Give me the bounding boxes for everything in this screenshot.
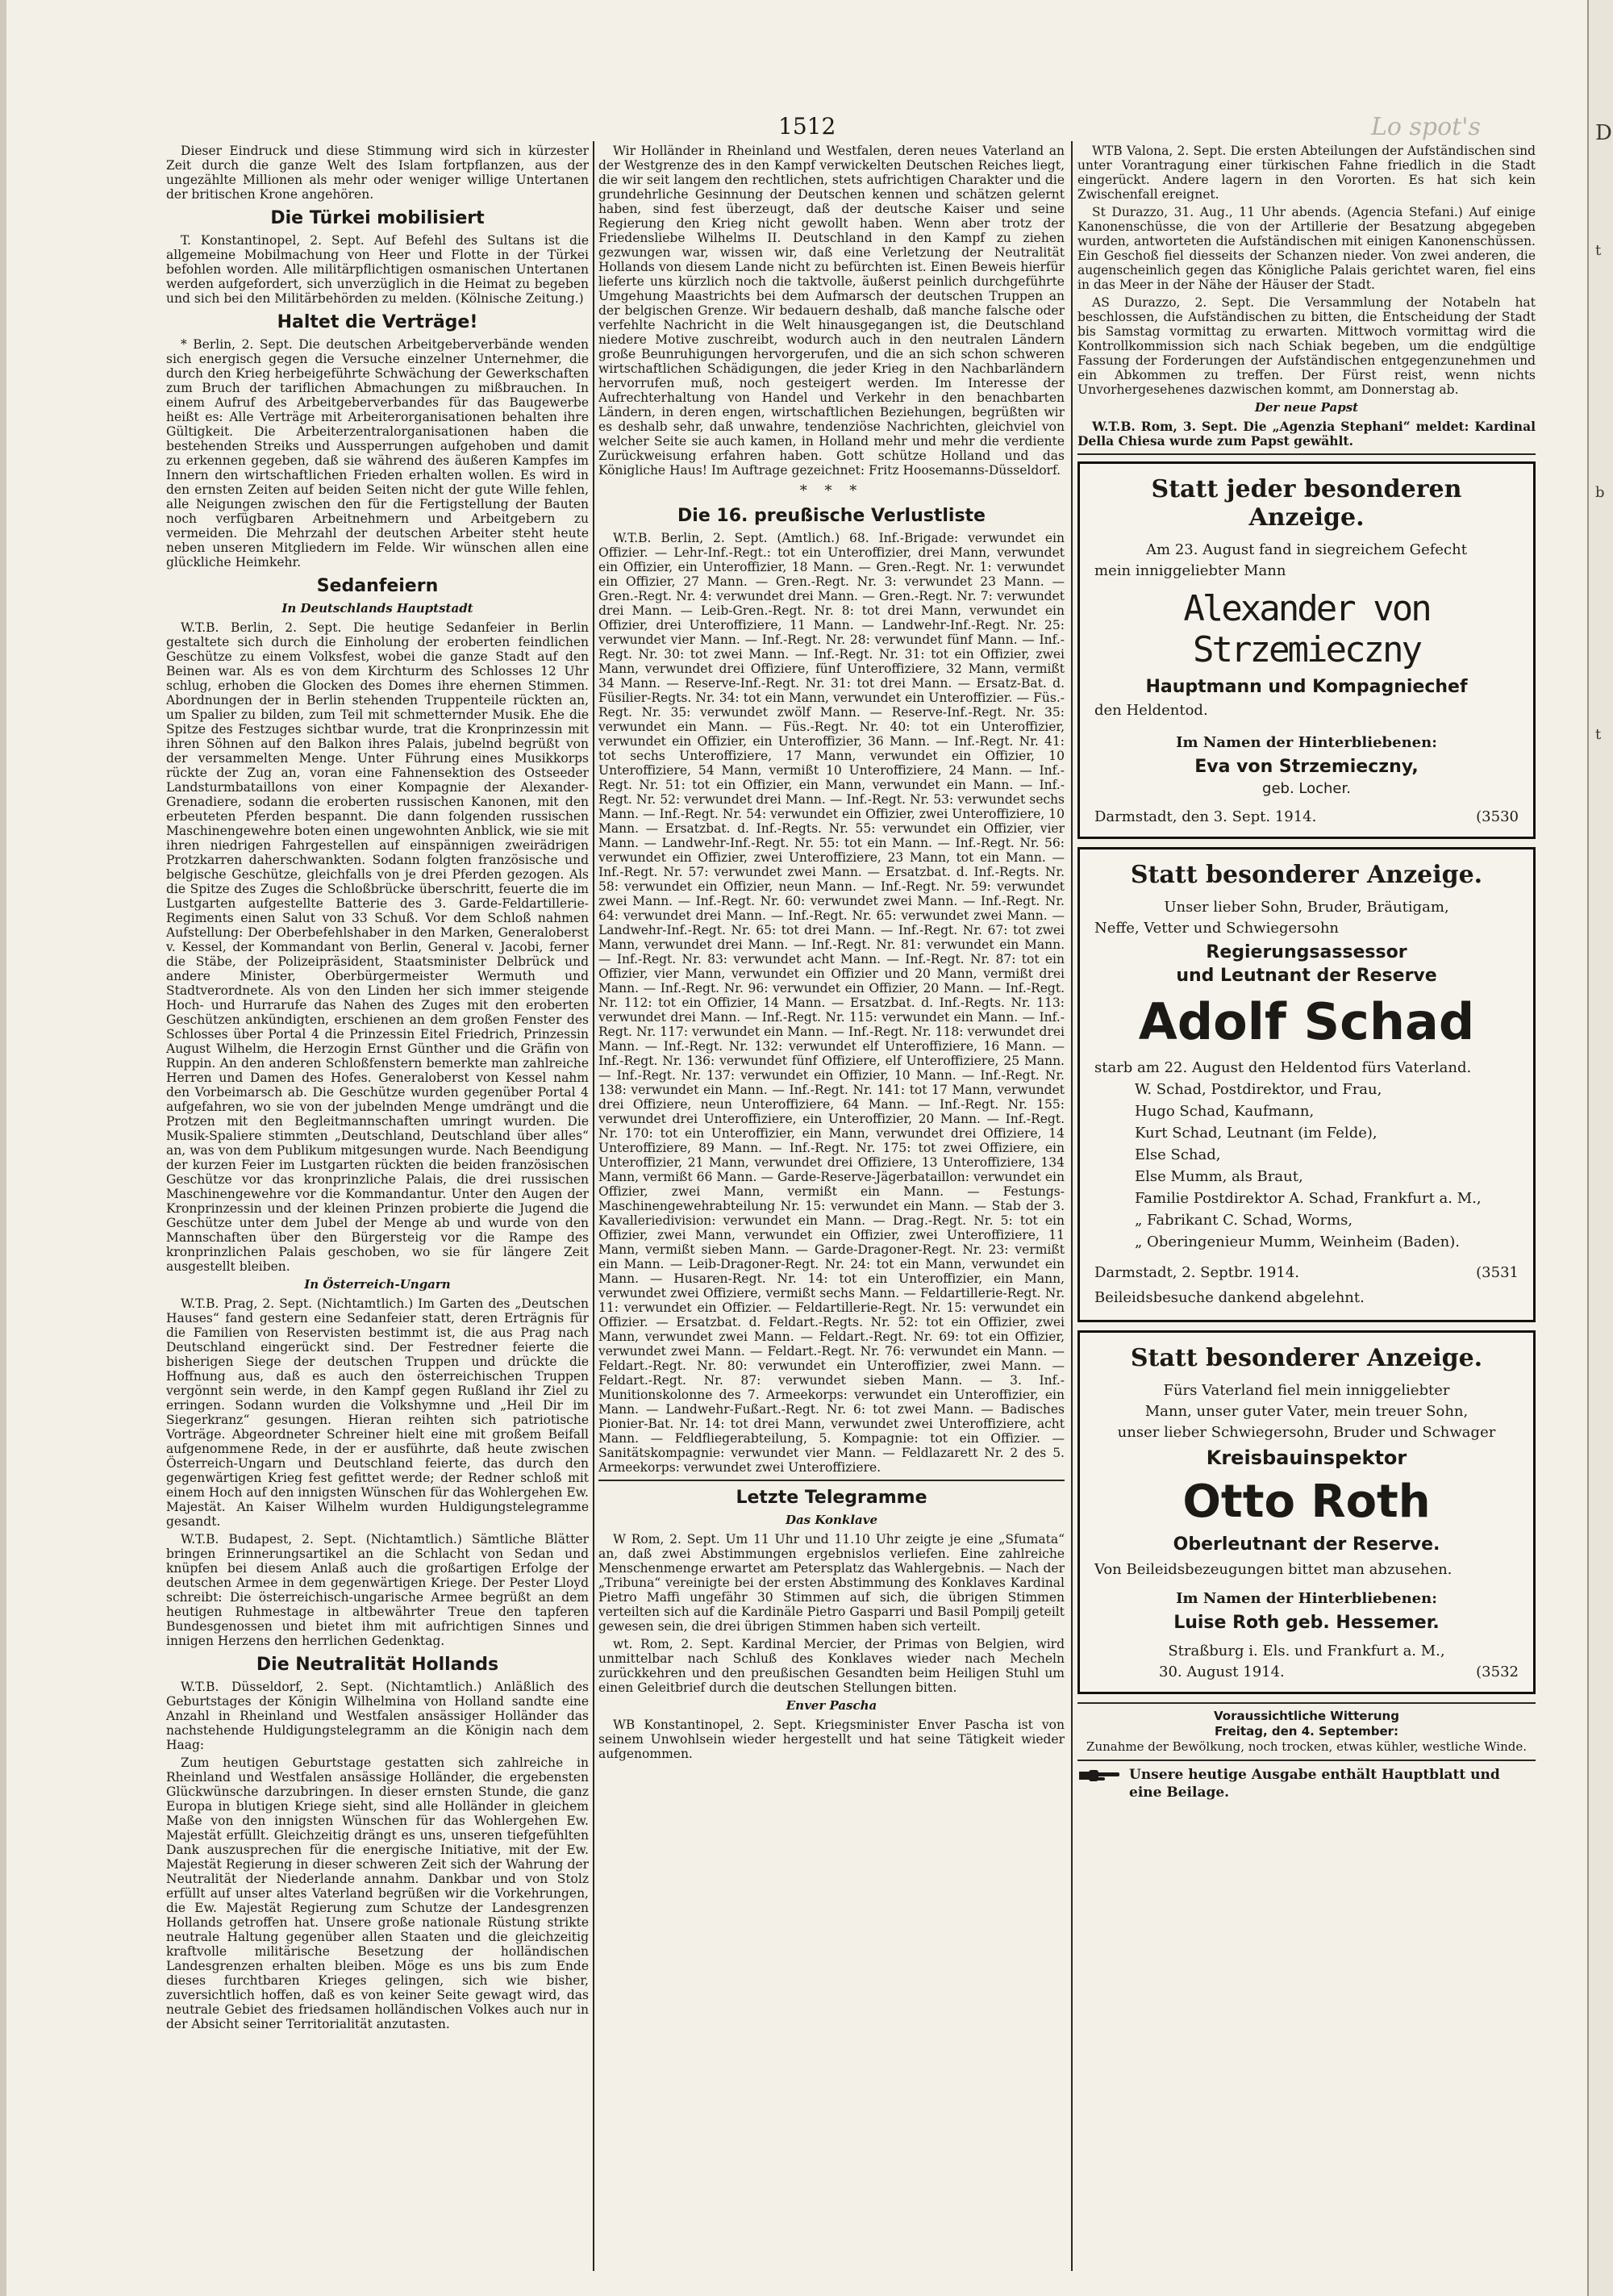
notice-line: Fürs Vaterland fiel mein inniggeliebter <box>1163 1382 1450 1399</box>
notice-heading: Statt besonderer Anzeige. <box>1130 1344 1483 1372</box>
death-notice-roth <box>1077 1330 1536 1694</box>
rank-title: und Leutnant der Reserve <box>1176 966 1437 986</box>
notice-line: Neffe, Vetter und Schwiegersohn <box>1094 920 1340 937</box>
place-date: Darmstadt, 2. Septbr. 1914. <box>1094 1264 1299 1281</box>
relative-line: W. Schad, Postdirektor, und Frau, <box>1135 1081 1382 1098</box>
article-paragraph: St Durazzo, 31. Aug., 11 Uhr abends. (Agencia Stefani.) Auf einige Kanonenschüsse, die von der Artillerie der Besatzung abgegeben wurden, antworteten die Aufständischen mit einigen Kanonenschüssen. Ein Geschoß fiel diesseits der Schanzen nieder. Von zwei anderen, die augenscheinlich gegen das Königliche Palais gerichtet waren, fiel eins in das Meer in der Nähe der Häuser der Stadt. <box>1077 205 1536 292</box>
subheadline: Der neue Papst <box>1254 400 1359 415</box>
article-paragraph: * Berlin, 2. Sept. Die deutschen Arbeitgeberverbände wenden sich energisch gegen die Versuche einzelner Unternehmer, die durch den Krieg herbeigeführte Schwächung der Gewerkschaften zum Bruch der tariflichen Abmachungen zu mißbrauchen. In einem Aufruf des Arbeitgeberverbandes für das Baugewerbe heißt es: Alle Verträge mit Arbeiterorganisationen behalten ihre Gültigkeit. Die Arbeiterzentralorganisationen haben die bestehenden Streiks und Aussperrungen aufgehoben und damit zu erkennen gegeben, daß sie während des äußeren Kampfes im Innern den wirtschaftlichen Frieden erhalten wollen. Es wird in den ernsten Zeiten auf beiden Seiten nicht der gute Wille fehlen, alle Neigungen zwischen den für die Fertigstellung der Bauten noch verfügbaren Arbeitnehmern und Arbeitgebern zu vermeiden. Die Mehrzahl der deutschen Arbeiter steht heute neben unseren Mitgliedern im Felde. Wir wünschen allen eine glückliche Heimkehr. <box>166 337 589 570</box>
mourners-label: Im Namen der Hinterbliebenen: <box>1176 734 1437 751</box>
headline-contracts: Haltet die Verträge! <box>277 312 478 332</box>
subheadline: Enver Pascha <box>786 1698 877 1713</box>
article-paragraph: W.T.B. Prag, 2. Sept. (Nichtamtlich.) Im Garten des „Deutschen Hauses“ fand gestern eine Sedanfeier statt, deren Erträgnis für die Familien von Reservisten bestimmt ist, die aus Prag nach Deutschland eingerückt sind. Der Festredner feierte die bisherigen Siege der deutschen Truppen und drückte die Hoffnung aus, daß es auch den österreichischen Truppen vergönnt sein werde, in den Kampf gegen Rußland ihr Ziel zu erringen. Sodann wurden die Volkshymne und „Heil Dir im Siegerkranz“ gesungen. Hieran reihten sich patriotische Vorträge. Abgeordneter Schreiner hielt eine mit großem Beifall aufgenommene Rede, in der er ausführte, daß heute zwischen Österreich-Ungarn und Deutschland feierte, das durch den gegenwärtigen Krieg fest gefittet werde; der Redner schloß mit einem Hoch auf den innigsten Wünschen für das Wohlergehen Ew. Majestät. An Kaiser Wilhelm wurden Huldigungstelegramme gesandt. <box>166 1296 589 1529</box>
notice-line: Mann, unser guter Vater, mein treuer Sohn, <box>1144 1403 1469 1420</box>
notice-line: Straßburg i. Els. und Frankfurt a. M., <box>1168 1643 1445 1659</box>
notice-date: 30. August 1914. <box>1159 1664 1285 1680</box>
notice-line: Unser lieber Sohn, Bruder, Bräutigam, <box>1164 899 1449 916</box>
edge-glyph: t <box>1595 242 1602 259</box>
edge-glyph: b <box>1595 484 1605 501</box>
column-1 <box>166 144 589 2273</box>
ad-reference: (3530 <box>1476 808 1519 825</box>
mourner-name: Luise Roth geb. Hessemer. <box>1173 1613 1440 1633</box>
article-paragraph: Dieser Eindruck und diese Stimmung wird sich in kürzester Zeit durch die ganze Welt des Islam fortpflanzen, aus der ungezählte Millionen als mehr oder weniger willige Untertanen der britischen Krone angehören. <box>166 144 589 202</box>
relative-line: Else Mumm, als Braut, <box>1135 1168 1303 1185</box>
article-paragraph: W.T.B. Berlin, 2. Sept. (Amtlich.) 68. Inf.-Brigade: verwundet ein Offizier. — Lehr-Inf.-Regt.: tot ein Unteroffizier, drei Mann, verwundet ein Offizier, ein Unteroffizier, 18 Mann. — Gren.-Regt. Nr. 1: verwundet ein Offizier, 27 Mann. — Gren.-Regt. Nr. 3: verwundet 23 Mann. — Gren.-Regt. Nr. 4: verwundet drei Mann. — Gren.-Regt. Nr. 7: verwundet drei Mann. — Leib-Gren.-Regt. Nr. 8: tot drei Mann, verwundet ein Offizier, drei Unteroffiziere, 11 Mann. — Landwehr-Inf.-Regt. Nr. 25: verwundet vier Mann. — Inf.-Regt. Nr. 28: verwundet fünf Mann. — Inf.-Regt. Nr. 30: tot zwei Mann. — Inf.-Regt. Nr. 31: tot ein Offizier, zwei Mann, verwundet drei Offiziere, fünf Unteroffiziere, 32 Mann, vermißt 34 Mann. — Reserve-Inf.-Regt. Nr. 31: tot drei Mann. — Ersatz-Bat. d. Füsilier-Regts. Nr. 34: tot ein Mann, verwundet ein Unteroffizier. — Füs.-Regt. Nr. 35: verwundet zwölf Mann. — Reserve-Inf.-Regt. Nr. 35: verwundet ein Mann. — Füs.-Regt. Nr. 40: tot ein Unteroffizier, verwundet ein Offizier, ein Unteroffizier, 36 Mann. — Inf.-Regt. Nr. 41: tot sechs Unteroffiziere, 17 Mann, verwundet ein Offizier, 10 Unteroffiziere, 54 Mann, vermißt 10 Unteroffiziere, 24 Mann. — Inf.-Regt. Nr. 51: tot ein Offizier, ein Mann, verwundet ein Mann. — Inf.-Regt. Nr. 52: verwundet drei Mann. — Inf.-Regt. Nr. 53: verwundet sechs Mann. — Inf.-Regt. Nr. 54: verwundet ein Offizier, zwei Unteroffiziere, 10 Mann. — Ersatzbat. d. Inf.-Regts. Nr. 55: verwundet ein Offizier, vier Mann. — Landwehr-Inf.-Regt. Nr. 55: tot ein Mann. — Inf.-Regt. Nr. 56: verwundet ein Offizier, zwei Unteroffiziere, 23 Mann, tot ein Mann. — Inf.-Regt. Nr. 57: verwundet zwei Mann. — Ersatzbat. d. Inf.-Regts. Nr. 58: verwundet ein Offizier, neun Mann. — Inf.-Regt. Nr. 59: verwundet zwei Mann. — Inf.-Regt. Nr. 60: verwundet zwei Mann. — Inf.-Regt. Nr. 64: verwundet drei Mann. — Inf.-Regt. Nr. 65: verwundet zwei Mann. — Landwehr-Inf.-Regt. Nr. 65: tot drei Mann. — Inf.-Regt. Nr. 67: tot zwei Mann, verwundet drei Mann. — Inf.-Regt. Nr. 81: verwundet ein Mann. — Inf.-Regt. Nr. 83: verwundet acht Mann. — Inf.-Regt. Nr. 87: tot ein Offizier, vier Mann, verwundet ein Offizier und 20 Mann, vermißt drei Mann. — Inf.-Regt. Nr. 96: verwundet ein Offizier, 20 Mann. — Inf.-Regt. Nr. 112: tot ein Offizier, 14 Mann. — Ersatzbat. d. Inf.-Regts. Nr. 113: verwundet drei Mann. — Inf.-Regt. Nr. 115: verwundet ein Mann. — Inf.-Regt. Nr. 117: verwundet ein Mann. — Inf.-Regt. Nr. 118: verwundet drei Mann. — Inf.-Regt. Nr. 132: verwundet elf Unteroffiziere, 16 Mann. — Inf.-Regt. Nr. 136: verwundet fünf Offiziere, elf Unteroffiziere, 25 Mann. — Inf.-Regt. Nr. 137: verwundet ein Offizier, 10 Mann. — Inf.-Regt. Nr. 138: verwundet ein Mann. — Inf.-Regt. Nr. 141: tot 17 Mann, verwundet drei Offiziere, neun Unteroffiziere, 64 Mann. — Inf.-Regt. Nr. 155: verwundet drei Unteroffiziere, ein Unteroffizier, 20 Mann. — Inf.-Regt. Nr. 170: tot ein Unteroffizier, ein Mann, verwundet drei Offiziere, 14 Unteroffiziere, 89 Mann. — Inf.-Regt. Nr. 175: tot zwei Offiziere, ein Unteroffizier, 21 Mann, verwundet drei Offiziere, 13 Unteroffiziere, 134 Mann, vermißt 66 Mann. — Garde-Reserve-Jägerbataillon: verwundet ein Offizier, zwei Mann, vermißt ein Mann. — Festungs-Maschinengewehrabteilung Nr. 15: verwundet ein Mann. — Stab der 3. Kavalleriedivision: verwundet ein Mann. — Drag.-Regt. Nr. 5: tot ein Offizier, zwei Mann, verwundet ein Offizier, zwei Unteroffiziere, 11 Mann, vermißt sieben Mann. — Garde-Dragoner-Regt. Nr. 23: vermißt ein Mann. — Leib-Dragoner-Regt. Nr. 24: tot ein Mann, verwundet ein Mann. — Husaren-Regt. Nr. 14: tot ein Unteroffizier, ein Mann, verwundet zwei Offiziere, vermißt sechs Mann. — Feldartillerie-Regt. Nr. 11: verwundet ein Offizier. — Feldartillerie-Regt. Nr. 15: verwundet ein Offizier. — Ersatzbat. d. Feldart.-Regts. Nr. 52: tot ein Offizier, zwei Mann, verwundet zwei Mann. — Feldart.-Regt. Nr. 69: tot ein Offizier, verwundet zwei Mann. — Feldart.-Regt. Nr. 76: verwundet ein Mann. — Feldart.-Regt. Nr. 80: verwundet ein Unteroffizier, zwei Mann. — Feldart.-Regt. Nr. 87: verwundet sieben Mann. — 3. Inf.-Munitionskolonne des 7. Armeekorps: verwundet ein Unteroffizier, ein Mann. — Landwehr-Fußart.-Regt. Nr. 6: tot zwei Mann. — Badisches Pionier-Bat. Nr. 14: tot drei Mann, verwundet zwei Unteroffiziere, acht Mann. — Feldfliegerabteilung, 5. Kompagnie: tot ein Offizier. — Sanitätskompagnie: verwundet vier Mann. — Feldlazarett Nr. 2 des 5. Armeekorps: verwundet zwei Unteroffiziere. <box>598 531 1065 1475</box>
headline-turkey: Die Türkei mobilisiert <box>270 208 485 228</box>
weather-heading: Voraussichtliche Witterung <box>1214 1709 1399 1723</box>
relative-line: Familie Postdirektor A. Schad, Frankfurt a. M., <box>1135 1190 1482 1207</box>
rank-title: Hauptmann und Kompagniechef <box>1145 677 1468 697</box>
divider <box>1077 1760 1536 1761</box>
article-paragraph: AS Durazzo, 2. Sept. Die Versammlung der Notabeln hat beschlossen, die Aufständischen zu bitten, die Entscheidung der Stadt bis Samstag vormittag zu erwarten. Mittwoch vormittag wird die Kontrollkommission sich nach Schiak begeben, um die endgültige Fassung der Forderungen der Aufständischen entgegenzunehmen und ein Abkommen zu treffen. Der Fürst reist, wenn nichts Unvorhergesehenes dazwischen kommt, am Donnerstag ab. <box>1077 295 1536 397</box>
rank-title: Regierungsassessor <box>1206 942 1407 962</box>
notice-line: Von Beileidsbezeugungen bittet man abzusehen. <box>1094 1561 1453 1578</box>
subheadline: Das Konklave <box>785 1513 878 1527</box>
article-paragraph: T. Konstantinopel, 2. Sept. Auf Befehl des Sultans ist die allgemeine Mobilmachung von Heer und Flotte in der Türkei befohlen worden. Alle militärpflichtigen osmanischen Untertanen werden aufgefordert, sich unverzüglich in die Heimat zu begeben und sich bei den Militärbehörden zu melden. (Kölnische Zeitung.) <box>166 233 589 306</box>
headline-losses: Die 16. preußische Verlustliste <box>677 506 986 526</box>
notice-heading: Statt jeder besonderen Anzeige. <box>1151 475 1462 532</box>
article-paragraph: W.T.B. Budapest, 2. Sept. (Nichtamtlich.) Sämtliche Blätter bringen Erinnerungsartikel an die Schlacht von Sedan und knüpfen bei diesem Anlaß auch die großartigen Erfolge der deutschen Armee in dem gegenwärtigen Kriege. Der Pester Lloyd schreibt: Die österreichisch-ungarische Armee begrüßt an dem heutigen Ruhmestage in altbewährter Treue den tapferen Bundesgenossen und bietet ihm mit aufrichtigen Sinnes und innigen Herzens den herrlichen Gedenktag. <box>166 1532 589 1648</box>
death-notice-schad <box>1077 847 1536 1322</box>
article-paragraph: WTB Valona, 2. Sept. Die ersten Abteilungen der Aufständischen sind unter Vorantragung einer türkischen Fahne friedlich in die Stadt eingerückt. Andere lagern in den Vororten. Es hat sich kein Zwischenfall ereignet. <box>1077 144 1536 202</box>
mourner-name: Eva von Strzemieczny, <box>1194 757 1419 777</box>
notice-footer <box>1094 1264 1519 1281</box>
column-rule <box>1071 141 1073 2271</box>
notice-footer <box>1094 1664 1519 1680</box>
weather-text: Zunahme der Bewölkung, noch trocken, etwas kühler, westliche Winde. <box>1086 1739 1527 1754</box>
fallen-name: Otto Roth <box>1182 1476 1431 1528</box>
mourners-label: Im Namen der Hinterbliebenen: <box>1176 1590 1437 1607</box>
notice-line: starb am 22. August den Heldentod fürs Vaterland. <box>1094 1059 1472 1076</box>
column-rule <box>593 141 594 2271</box>
edition-notice-text: Unsere heutige Ausgabe enthält Hauptblatt und eine Beilage. <box>1129 1767 1500 1801</box>
scan-edge-left <box>0 0 6 2296</box>
relative-line: „ Oberingenieur Mumm, Weinheim (Baden). <box>1135 1234 1460 1250</box>
article-paragraph: W.T.B. Düsseldorf, 2. Sept. (Nichtamtlich.) Anläßlich des Geburtstages der Königin Wilhelmina von Holland sandte eine Anzahl in Rheinland und Westfalen ansässiger Holländer das nachstehende Huldigungstelegramm an die Königin nach dem Haag: <box>166 1680 589 1752</box>
death-notice-strzemieczny <box>1077 461 1536 839</box>
edition-notice <box>1077 1766 1536 1801</box>
column-3 <box>1077 144 1536 2273</box>
ad-reference: (3531 <box>1476 1264 1519 1281</box>
relative-line: Hugo Schad, Kaufmann, <box>1135 1103 1315 1120</box>
relative-line: Else Schad, <box>1135 1146 1221 1163</box>
notice-heading: Statt besonderer Anzeige. <box>1130 861 1483 889</box>
article-paragraph: WB Konstantinopel, 2. Sept. Kriegsminister Enver Pascha ist von seinem Unwohlsein wieder hergestellt und hat seine Tätigkeit wieder aufgenommen. <box>598 1718 1065 1761</box>
fallen-name: Adolf Schad <box>1138 992 1475 1051</box>
headline-sedan: Sedanfeiern <box>316 576 439 596</box>
fallen-name: Alexander von Strzemieczny <box>1183 588 1430 670</box>
weather-forecast <box>1077 1709 1536 1755</box>
notice-line: den Heldentod. <box>1094 702 1208 719</box>
column-2 <box>598 144 1065 2273</box>
page-number: 1512 <box>778 113 836 140</box>
bleed-through-text: Lo spot's <box>1371 113 1481 141</box>
section-separator: * * * <box>799 482 864 499</box>
divider <box>1077 1702 1536 1704</box>
article-paragraph: Wir Holländer in Rheinland und Westfalen, deren neues Vaterland an der Westgrenze des in den Kampf verwickelten Deutschen Reiches liegt, die wir seit langem den rechtlichen, stets aufrichtigen Charakter und die grundehrliche Gesinnung der Deutschen kennen und schätzen gelernt haben, sind fest überzeugt, daß der deutsche Kaiser und seine Regierung den Krieg nicht gewollt haben. Wenn aber trotz der Friedensliebe Wilhelms II. Deutschland in den Kampf zu ziehen gezwungen war, wissen wir, daß eine Verletzung der Neutralität Hollands von diesem Lande nicht zu befürchten ist. Einen Beweis hierfür lieferte uns kürzlich noch die taktvolle, äußerst peinlich durchgeführte Umgehung Maastrichts bei dem Aufmarsch der deutschen Truppen an der belgischen Grenze. Wir bedauern deshalb, daß manche falsche oder verfehlte Nachricht in die Welt hinausgegangen ist, die Deutschland niedere Motive zuschreibt, wodurch auch in den neutralen Ländern große Beunruhigungen hervorgerufen, und die an sich schon schweren wirtschaftlichen Schädigungen, die jeder Krieg in den Nachbarländern hervorrufen muß, noch gesteigert werden. Im Interesse der Aufrechterhaltung von Handel und Verkehr in den benachbarten Ländern, in deren engen, wirtschaftlichen Beziehungen, begrüßten wir es deshalb sehr, daß unwahre, tendenziöse Nachrichten, gleichviel von welcher Seite sie auch kamen, in Holland mehr und mehr die verdiente Zurückweisung erfahren haben. Gott schütze Holland und das Königliche Haus! Im Auftrage gezeichnet: Fritz Hoosemanns-Düsseldorf. <box>598 144 1065 478</box>
mourner-birthname: geb. Locher. <box>1262 780 1351 797</box>
article-paragraph: W.T.B. Rom, 3. Sept. Die „Agenzia Stephani“ meldet: Kardinal Della Chiesa wurde zum Papst gewählt. <box>1077 419 1536 449</box>
divider <box>598 1480 1065 1481</box>
rank-title: Kreisbauinspektor <box>1206 1446 1407 1469</box>
article-paragraph: Zum heutigen Geburtstage gestatten sich zahlreiche in Rheinland und Westfalen ansässige Holländer, die ergebensten Glückwünsche darzubringen. In dieser ernsten Stunde, die ganz Europa in blutigen Kriege sieht, sind alle Holländer in gleichem Maße von den innigsten Wünschen für das Wohlergehen Ew. Majestät erfüllt. Gleichzeitig drängt es uns, unseren tiefgefühlten Dank auszusprechen für die energische Initiative, mit der Ew. Majestät Regierung in dieser schweren Zeit sich der Wahrung der Neutralität der Niederlande annahm. Dankbar und von Stolz erfüllt auf unser altes Vaterland begrüßen wir die Vorkehrungen, die Ew. Majestät Regierung zum Schutze der Landesgrenzen Hollands getroffen hat. Unsere große nationale Rüstung strikte neutrale Haltung gegenüber allen Staaten und die gleichzeitig kraftvolle militärische Besetzung der holländischen Landesgrenzen erhalten bleiben. Möge es uns bis zum Ende dieses furchtbaren Krieges gelingen, sich wie bisher, zuversichtlich hoffen, daß es von keiner Seite gewagt wird, das neutrale Gebiet des friedsamen holländischen Volkes auch nur in der Absicht seiner Territorialität anzutasten. <box>166 1755 589 2031</box>
notice-line: unser lieber Schwiegersohn, Bruder und Schwager <box>1117 1424 1496 1441</box>
headline-holland: Die Neutralität Hollands <box>256 1655 499 1675</box>
relative-line: Kurt Schad, Leutnant (im Felde), <box>1135 1125 1378 1142</box>
edge-glyph: t <box>1595 726 1602 743</box>
adjacent-page-edge <box>1587 0 1613 2296</box>
edge-glyph: D <box>1595 121 1612 145</box>
divider <box>1077 453 1536 455</box>
pointing-hand-icon <box>1077 1766 1121 1784</box>
subheadline: In Deutschlands Hauptstadt <box>281 601 473 616</box>
notice-line: Am 23. August fand in siegreichem Gefecht <box>1146 541 1467 558</box>
article-paragraph: W Rom, 2. Sept. Um 11 Uhr und 11.10 Uhr zeigte je eine „Sfumata“ an, daß zwei Abstimmungen ergebnislos verliefen. Eine zahlreiche Menschenmenge erwartet am Petersplatz das Wahlergebnis. — Nach der „Tribuna“ vereinigte bei der ersten Abstimmung des Konklaves Kardinal Pietro Maffi ungefähr 30 Stimmen auf sich, die übrigen Stimmen verteilten sich auf die Kardinäle Pietro Gasparri und Basil Pompilj geteilt gewesen sein, die drei übrigen Stimmen haben sich verteilt. <box>598 1532 1065 1634</box>
notice-line: mein inniggeliebter Mann <box>1094 562 1286 579</box>
headline-telegrams: Letzte Telegramme <box>736 1488 927 1508</box>
article-paragraph: wt. Rom, 2. Sept. Kardinal Mercier, der Primas von Belgien, wird unmittelbar nach Schluß des Konklaves wieder nach Mecheln zurückkehren und den preußischen Gesandten beim Heiligen Stuhl um einen Geleitbrief durch die deutschen Stellungen bitten. <box>598 1637 1065 1695</box>
article-paragraph: W.T.B. Berlin, 2. Sept. Die heutige Sedanfeier in Berlin gestaltete sich durch die Einholung der eroberten feindlichen Geschütze zu einem Volksfest, wobei die ganze Stadt auf den Beinen war. Als es von dem Kirchturm des Schlosses 12 Uhr schlug, erhoben die Glocken des Domes ihre ehernen Stimmen. Abordnungen der in Berlin stehenden Truppenteile rückten an, um Spalier zu bilden, zum Teil mit schmetternder Musik. Ehe die Spitze des Festzuges sichtbar wurde, trat die Kronprinzessin mit ihren Söhnen auf den Balkon ihres Palais, jubelnd begrüßt von der versammelten Menge. Unter Führung eines Musikkorps rückte der Zug an, voran eine Fahnensektion des Ostseeder Landsturmbataillons von einer Kompagnie der Alexander-Grenadiere, sodann die eroberten russischen Kanonen, mit den erbeuteten Pferden bespannt. Die dann folgenden russischen Maschinengewehre boten einen ungewohnten Anblick, wie sie mit ihren niedrigen Fahrgestellen auf einspännigen zweirädrigen Protzkarren daherschwankten. Sodann folgten französische und belgische Geschütze, gleichfalls von je drei Pferden gezogen. Als die Spitze des Zuges die Schloßbrücke überschritt, feuerte die im Lustgarten aufgestellte Batterie des 3. Garde-Feldartillerie-Regiments einen Salut von 33 Schuß. Vor dem Schloß nahmen Aufstellung: Der Oberbefehlshaber in den Marken, Generaloberst v. Kessel, der Kommandant von Berlin, General v. Jacobi, ferner die Stäbe, der Polizeipräsident, Staatsminister Delbrück und andere Minister, Oberbürgermeister Wermuth und Stadtverordnete. Als von den Linden her sich immer steigende Hoch- und Hurrarufe das Nahen des Zuges mit den eroberten Geschützen ankündigten, erschienen an dem großen Fenster des Schlosses über Portal 4 die Prinzessin Eitel Friedrich, Prinzessin August Wilhelm, die Herzogin Ernst Günther und die Gräfin von Ruppin. An den anderen Schloßfenstern bemerkte man zahlreiche Herren und Damen des Hofes. Generaloberst von Kessel nahm den Vorbeimarsch ab. Die Geschütze wurden gegenüber Portal 4 aufgefahren, wo sie von der jubelnden Menge umdrängt und die Protzen mit den Begleitmannschaften umringt wurden. Die Musik-Spaliere stimmten „Deutschland, Deutschland über alles“ an, was von dem Publikum mitgesungen wurde. Nach Beendigung der kurzen Feier im Lustgarten rückten die beiden französischen Geschütze vor das kronprinzliche Palais, die drei russischen Maschinengewehre vor die Kommandantur. Unter den Augen der Kronprinzessin und der kleinen Prinzen probierte die Jugend die Geschütze unter dem Jubel der Menge ab und wurde von den Mannschaften über den Bürgersteig vor die Rampe des kronprinzlichen Palais geschoben, wo sie für längere Zeit ausgestellt bleiben. <box>166 620 589 1274</box>
ad-reference: (3532 <box>1476 1664 1519 1680</box>
relative-line: „ Fabrikant C. Schad, Worms, <box>1135 1212 1353 1229</box>
rank-title: Oberleutnant der Reserve. <box>1173 1534 1440 1555</box>
notice-footer <box>1094 808 1519 825</box>
place-date: Darmstadt, den 3. Sept. 1914. <box>1094 808 1317 825</box>
weather-date: Freitag, den 4. September: <box>1214 1724 1399 1739</box>
notice-closing: Beileidsbesuche dankend abgelehnt. <box>1094 1289 1365 1306</box>
subheadline: In Österreich-Ungarn <box>304 1277 451 1292</box>
